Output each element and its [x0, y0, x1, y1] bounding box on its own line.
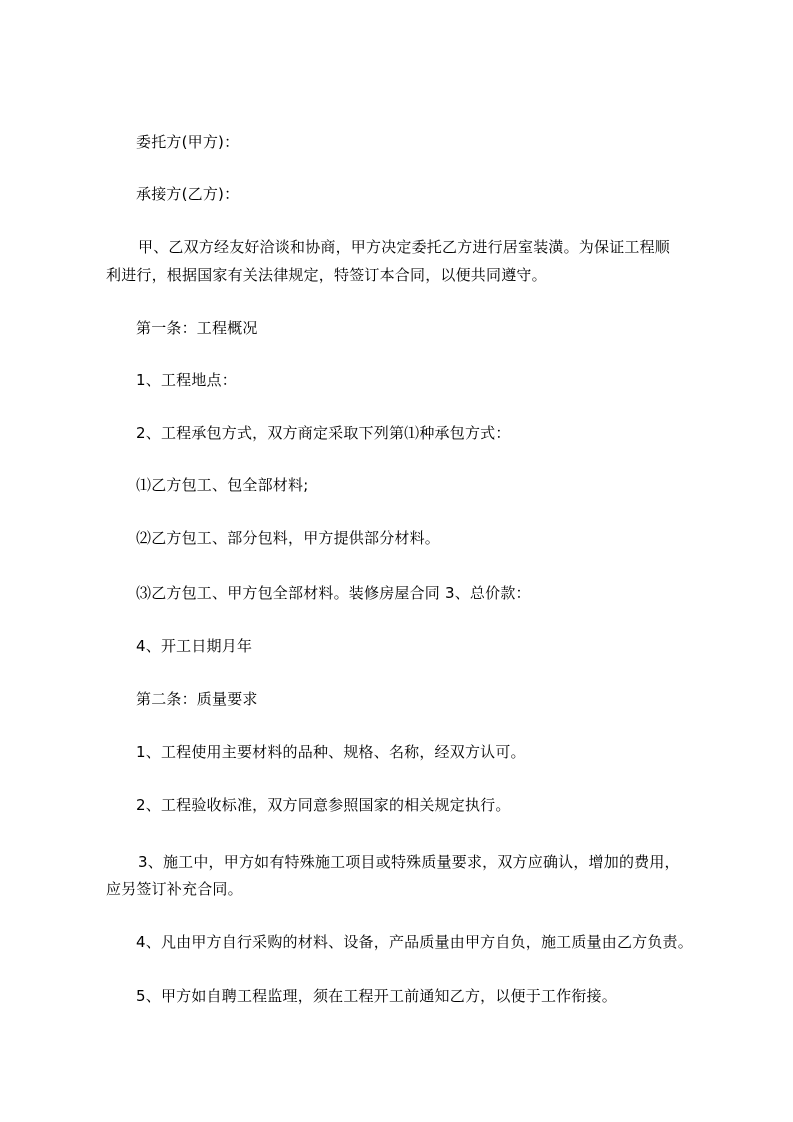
article-2-item-4: 4、凡由甲方自行采购的材料、设备，产品质量由甲方自负，施工质量由乙方负责。 — [136, 933, 693, 951]
article-2-item-2: 2、工程验收标准，双方同意参照国家的相关规定执行。 — [136, 796, 511, 814]
article-1-item-1: 1、工程地点： — [136, 371, 237, 389]
intro-line-1: 甲、乙双方经友好洽谈和协商，甲方决定委托乙方进行居室装潢。为保证工程顺 — [138, 238, 671, 256]
party-b-label: 承接方(乙方)： — [136, 185, 240, 203]
article-2-item-5: 5、甲方如自聘工程监理，须在工程开工前通知乙方，以便于工作衔接。 — [136, 987, 617, 1005]
article-1-option-2: ⑵乙方包工、部分包料，甲方提供部分材料。 — [136, 529, 441, 547]
article-2-item-3-line-1: 3、施工中，甲方如有特殊施工项目或特殊质量要求，双方应确认，增加的费用， — [138, 853, 680, 871]
article-1-item-2: 2、工程承包方式，双方商定采取下列第⑴种承包方式： — [136, 424, 511, 442]
article-2-item-1: 1、工程使用主要材料的品种、规格、名称，经双方认可。 — [136, 743, 526, 761]
intro-line-2: 利进行，根据国家有关法律规定，特签订本合同，以便共同遵守。 — [106, 266, 547, 284]
party-a-label: 委托方(甲方)： — [136, 133, 240, 151]
article-1-option-1: ⑴乙方包工、包全部材料; — [136, 476, 309, 494]
article-1-heading: 第一条：工程概况 — [136, 319, 258, 337]
article-1-option-3: ⑶乙方包工、甲方包全部材料。装修房屋合同 3、总价款： — [136, 584, 531, 602]
article-1-item-4: 4、开工日期月年 — [136, 637, 253, 655]
article-2-heading: 第二条：质量要求 — [136, 690, 258, 708]
article-2-item-3-line-2: 应另签订补充合同。 — [106, 880, 243, 898]
